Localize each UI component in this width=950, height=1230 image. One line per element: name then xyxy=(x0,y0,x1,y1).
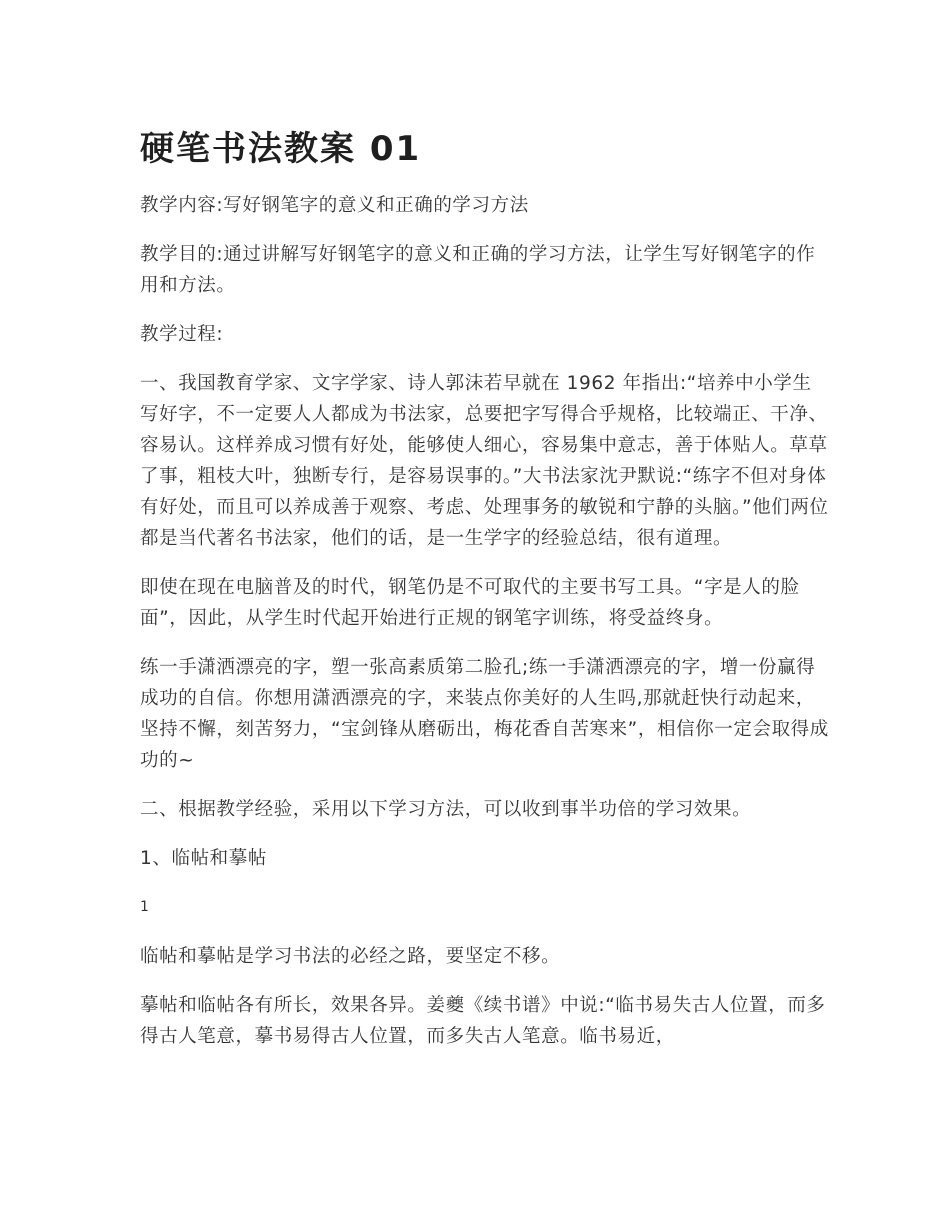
document-page xyxy=(140,126,830,1070)
paragraph-teaching-content: 教学内容:写好钢笔字的意义和正确的学习方法 xyxy=(140,195,529,216)
paragraph-section-one: 一、我国教育学家、文字学家、诗人郭沫若早就在 1962 年指出:“培养中小学生写好字，不一定要人人都成为书法家，总要把字写得合乎规格，比较端正、干净、容易认。这样养成习惯有好处，能够使人细心，容易集中意志，善于体贴人。草草了事，粗枝大叶，独断专行，是容易误事的。”大书法家沈尹默说:“练字不但对身体有好处，而且可以养成善于观察、考虑、处理事务的敏锐和宁静的头脑。”他们两位都是当代著名书法家，他们的话，是一生学字的经验总结，很有道理。 xyxy=(140,373,829,549)
paragraph-copying-path: 临帖和摹帖是学习书法的必经之路，要坚定不移。 xyxy=(140,946,561,967)
heading-copying: 1、临帖和摹帖 xyxy=(140,848,267,869)
page-number: 1 xyxy=(140,899,149,915)
paragraph-teaching-process: 教学过程: xyxy=(140,324,224,345)
paragraph-copying-compare: 摹帖和临帖各有所长，效果各异。姜夔《续书谱》中说:“临书易失古人位置，而多得古人笔意，摹书易得古人位置，而多失古人笔意。临书易近， xyxy=(140,995,826,1047)
paragraph-teaching-goal: 教学目的:通过讲解写好钢笔字的意义和正确的学习方法，让学生写好钢笔字的作用和方法。 xyxy=(140,244,816,296)
paragraph-practice: 练一手潇洒漂亮的字，塑一张高素质第二脸孔;练一手潇洒漂亮的字，增一份赢得成功的自信。你想用潇洒漂亮的字，来装点你美好的人生吗,那就赶快行动起来，坚持不懈，刻苦努力，“宝剑锋从磨砺出，梅花香自苦寒来”，相信你一定会取得成功的~ xyxy=(140,657,829,771)
document-title: 硬笔书法教案 01 xyxy=(140,129,422,169)
paragraph-computer-era: 即使在现在电脑普及的时代，钢笔仍是不可取代的主要书写工具。“字是人的脸面”，因此，从学生时代起开始进行正规的钢笔字训练，将受益终身。 xyxy=(140,577,800,629)
paragraph-section-two: 二、根据教学经验，采用以下学习方法，可以收到事半功倍的学习效果。 xyxy=(140,799,752,820)
